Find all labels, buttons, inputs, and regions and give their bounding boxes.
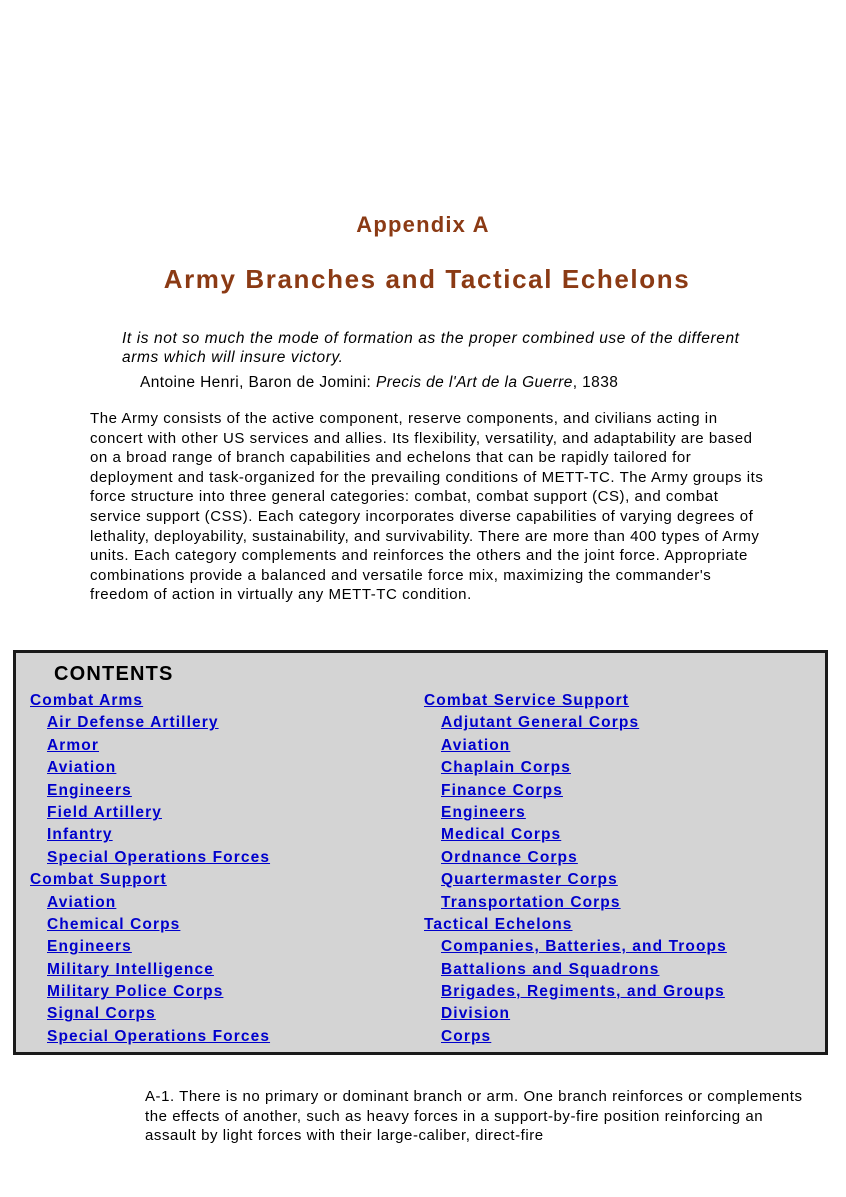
epigraph-work: Precis de l'Art de la Guerre	[375, 374, 573, 391]
toc-entry	[30, 780, 270, 802]
toc-entry	[30, 869, 270, 891]
toc-entry	[30, 802, 270, 824]
toc-entry	[424, 780, 727, 802]
toc-entry	[424, 914, 727, 936]
toc-entry	[424, 735, 727, 757]
contents-title: CONTENTS	[54, 663, 174, 685]
toc-link-corps[interactable]: Corps	[441, 1027, 492, 1045]
contents-box	[13, 650, 828, 1055]
toc-entry	[424, 892, 727, 914]
toc-entry	[424, 712, 727, 734]
toc-link-chemical-corps[interactable]: Chemical Corps	[47, 915, 181, 933]
toc-entry	[424, 690, 727, 712]
toc-entry	[30, 712, 270, 734]
toc-entry	[424, 757, 727, 779]
toc-link-field-artillery[interactable]: Field Artillery	[47, 803, 162, 821]
toc-entry	[424, 936, 727, 958]
toc-link-engineers[interactable]: Engineers	[47, 938, 132, 956]
contents-left-column	[30, 690, 270, 1048]
toc-link-brigades-regiments-and-groups[interactable]: Brigades, Regiments, and Groups	[441, 983, 725, 1001]
toc-entry	[424, 959, 727, 981]
toc-link-chaplain-corps[interactable]: Chaplain Corps	[441, 759, 571, 777]
toc-entry	[30, 1003, 270, 1025]
intro-paragraph: The Army consists of the active component, reserve components, and civilians acting in concert with other US services and allies. Its flexibility, versatility, and adaptability are based on a broad range of branch capabilities and echelons that can be rapidly tailored for deployment and task-organized for the prevailing conditions of METT-TC. The Army groups its force structure into three general categories: combat, combat support (CS), and combat service support (CSS). Each category incorporates diverse capabilities of varying degrees of lethality, deployability, sustainability, and survivability. There are more than 400 types of Army units. Each category complements and reinforces the others and the joint force. Appropriate combinations provide a balanced and versatile force mix, maximizing the commander's freedom of action in virtually any METT-TC condition.	[90, 410, 764, 604]
toc-entry	[424, 1003, 727, 1025]
toc-entry	[424, 1026, 727, 1048]
toc-link-transportation-corps[interactable]: Transportation Corps	[441, 893, 621, 911]
toc-link-signal-corps[interactable]: Signal Corps	[47, 1005, 156, 1023]
toc-link-military-intelligence[interactable]: Military Intelligence	[47, 960, 214, 978]
epigraph-quote: It is not so much the mode of formation as the proper combined use of the different arms which will insure victory.	[122, 330, 740, 366]
toc-link-special-operations-forces[interactable]: Special Operations Forces	[47, 1027, 271, 1045]
toc-link-medical-corps[interactable]: Medical Corps	[441, 826, 562, 844]
toc-link-companies-batteries-and-troops[interactable]: Companies, Batteries, and Troops	[441, 938, 727, 956]
toc-entry	[424, 981, 727, 1003]
toc-link-engineers[interactable]: Engineers	[47, 781, 132, 799]
toc-entry	[30, 936, 270, 958]
toc-entry	[30, 959, 270, 981]
toc-entry	[30, 847, 270, 869]
toc-link-combat-support[interactable]: Combat Support	[30, 871, 167, 889]
epigraph-year: , 1838	[572, 374, 619, 391]
epigraph-attribution	[140, 374, 780, 392]
toc-link-aviation[interactable]: Aviation	[441, 736, 511, 754]
appendix-label: Appendix A	[356, 212, 490, 237]
toc-link-combat-arms[interactable]: Combat Arms	[30, 692, 144, 709]
paragraph-a1: A-1. There is no primary or dominant branch or arm. One branch reinforces or complements the effects of another, such as heavy forces in a support-by-fire position reinforcing an assault by light forces with their large-caliber, direct-fire	[145, 1088, 803, 1145]
page-title: Army Branches and Tactical Echelons	[163, 264, 691, 294]
toc-entry	[30, 757, 270, 779]
toc-entry	[30, 892, 270, 914]
toc-entry	[30, 1026, 270, 1048]
toc-entry	[424, 824, 727, 846]
toc-link-quartermaster-corps[interactable]: Quartermaster Corps	[441, 871, 618, 889]
toc-link-adjutant-general-corps[interactable]: Adjutant General Corps	[441, 714, 640, 732]
toc-entry	[424, 869, 727, 891]
toc-entry	[30, 735, 270, 757]
toc-entry	[30, 914, 270, 936]
toc-entry	[30, 981, 270, 1003]
contents-right-column	[424, 690, 727, 1048]
toc-link-combat-service-support[interactable]: Combat Service Support	[424, 692, 630, 709]
toc-link-air-defense-artillery[interactable]: Air Defense Artillery	[47, 714, 219, 732]
toc-link-battalions-and-squadrons[interactable]: Battalions and Squadrons	[441, 960, 660, 978]
toc-link-special-operations-forces[interactable]: Special Operations Forces	[47, 848, 271, 866]
toc-entry	[30, 690, 270, 712]
epigraph-author: Antoine Henri, Baron de Jomini:	[140, 374, 376, 391]
toc-link-ordnance-corps[interactable]: Ordnance Corps	[441, 848, 578, 866]
toc-link-finance-corps[interactable]: Finance Corps	[441, 781, 563, 799]
toc-link-military-police-corps[interactable]: Military Police Corps	[47, 983, 224, 1001]
toc-link-aviation[interactable]: Aviation	[47, 759, 117, 777]
toc-entry	[424, 802, 727, 824]
toc-entry	[30, 824, 270, 846]
toc-link-engineers[interactable]: Engineers	[441, 803, 526, 821]
toc-link-division[interactable]: Division	[441, 1005, 511, 1023]
toc-link-infantry[interactable]: Infantry	[47, 826, 113, 844]
toc-link-tactical-echelons[interactable]: Tactical Echelons	[424, 915, 573, 933]
toc-link-aviation[interactable]: Aviation	[47, 893, 117, 911]
toc-link-armor[interactable]: Armor	[47, 736, 100, 754]
toc-entry	[424, 847, 727, 869]
